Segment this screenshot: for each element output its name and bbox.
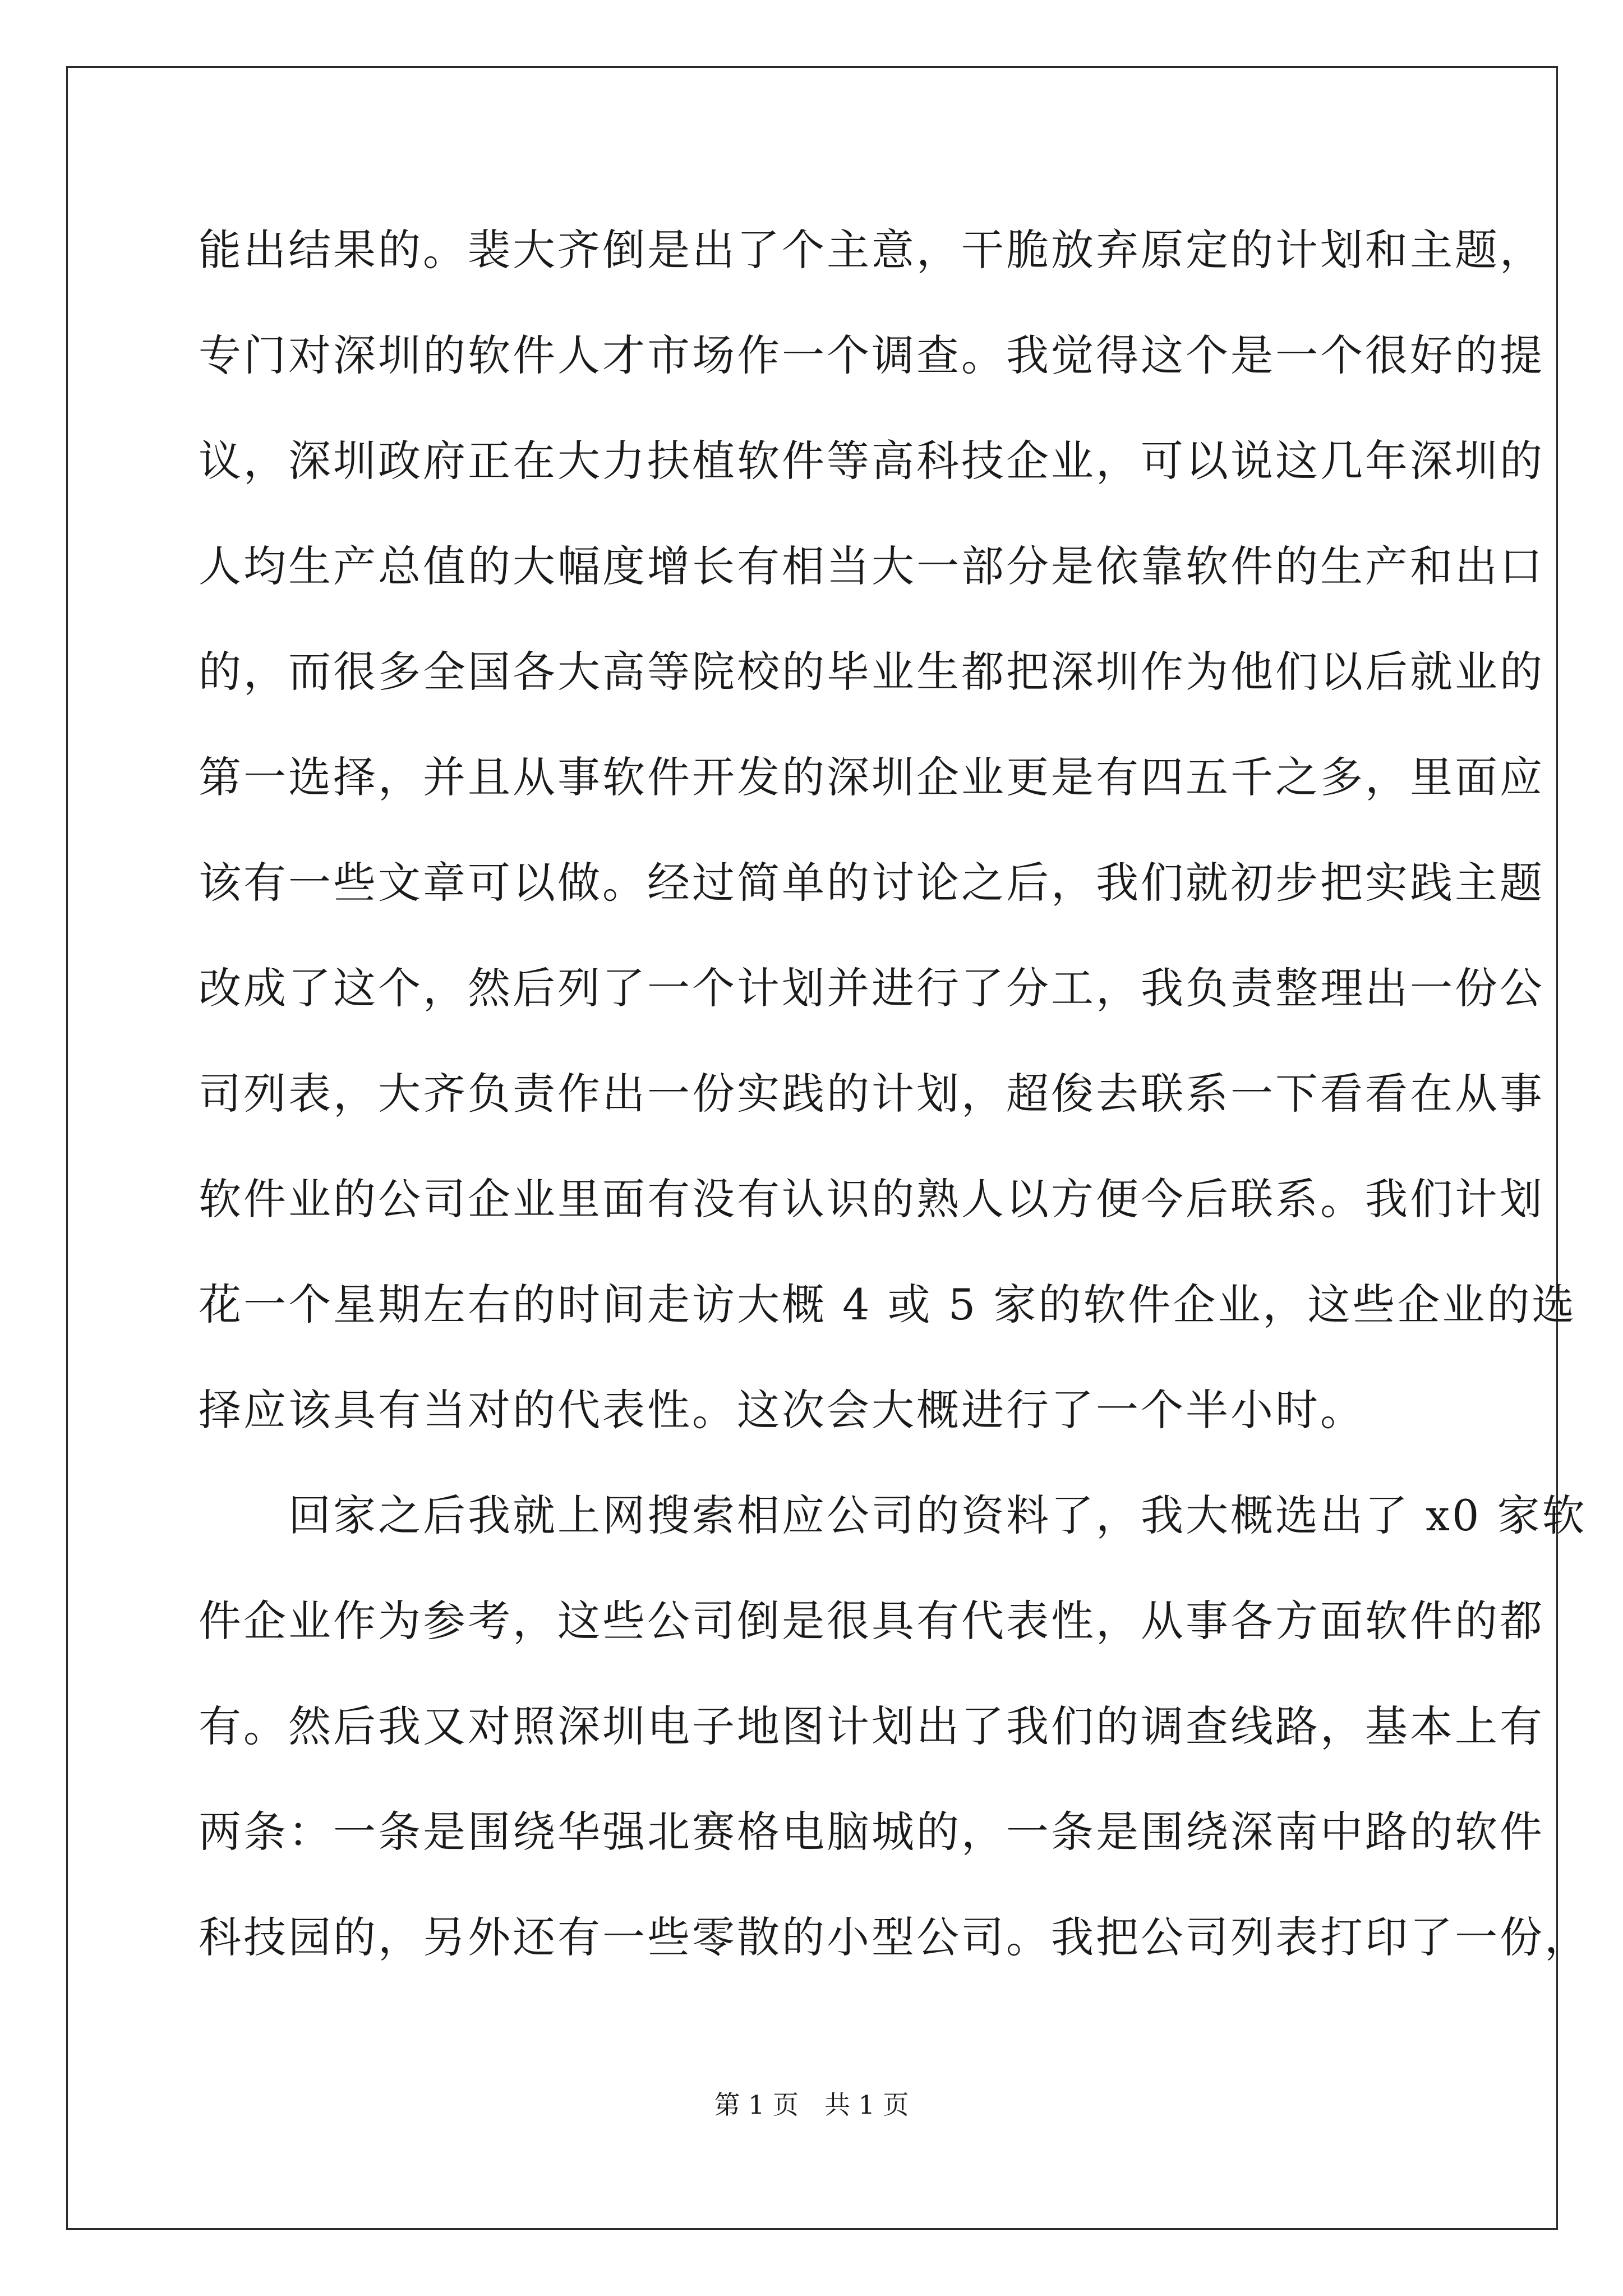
text-line: 议，深圳政府正在大力扶植软件等高科技企业，可以说这几年深圳的 [199, 436, 1544, 486]
text-line: 件企业作为参考，这些公司倒是很具有代表性，从事各方面软件的都 [199, 1596, 1544, 1646]
text-line: 两条：一条是围绕华强北赛格电脑城的，一条是围绕深南中路的软件 [199, 1807, 1544, 1857]
document-body [199, 197, 1589, 1990]
page-footer: 第 1 页 共 1 页 [714, 2090, 909, 2120]
text-line: 花一个星期左右的时间走访大概 4 或 5 家的软件企业，这些企业的选 [199, 1280, 1577, 1329]
text-line: 科技园的，另外还有一些零散的小型公司。我把公司列表打印了一份， [199, 1912, 1589, 1962]
text-line: 有。然后我又对照深圳电子地图计划出了我们的调查线路，基本上有 [199, 1701, 1544, 1751]
text-line: 人均生产总值的大幅度增长有相当大一部分是依靠软件的生产和出口 [199, 541, 1544, 591]
text-line: 第一选择，并且从事软件开发的深圳企业更是有四五千之多，里面应 [199, 752, 1544, 802]
text-line: 择应该具有当对的代表性。这次会大概进行了一个半小时。 [199, 1385, 1365, 1435]
text-line: 软件业的公司企业里面有没有认识的熟人以方便今后联系。我们计划 [199, 1174, 1544, 1224]
text-line: 该有一些文章可以做。经过简单的讨论之后，我们就初步把实践主题 [199, 858, 1544, 908]
text-line: 司列表，大齐负责作出一份实践的计划，超俊去联系一下看看在从事 [199, 1069, 1544, 1119]
text-line: 改成了这个，然后列了一个计划并进行了分工，我负责整理出一份公 [199, 963, 1544, 1013]
text-line: 能出结果的。裴大齐倒是出了个主意，干脆放弃原定的计划和主题， [199, 225, 1544, 275]
text-line: 回家之后我就上网搜索相应公司的资料了，我大概选出了 x0 家软 [199, 1490, 1587, 1540]
text-line: 的，而很多全国各大高等院校的毕业生都把深圳作为他们以后就业的 [199, 647, 1544, 697]
text-line: 专门对深圳的软件人才市场作一个调查。我觉得这个是一个很好的提 [199, 330, 1544, 380]
